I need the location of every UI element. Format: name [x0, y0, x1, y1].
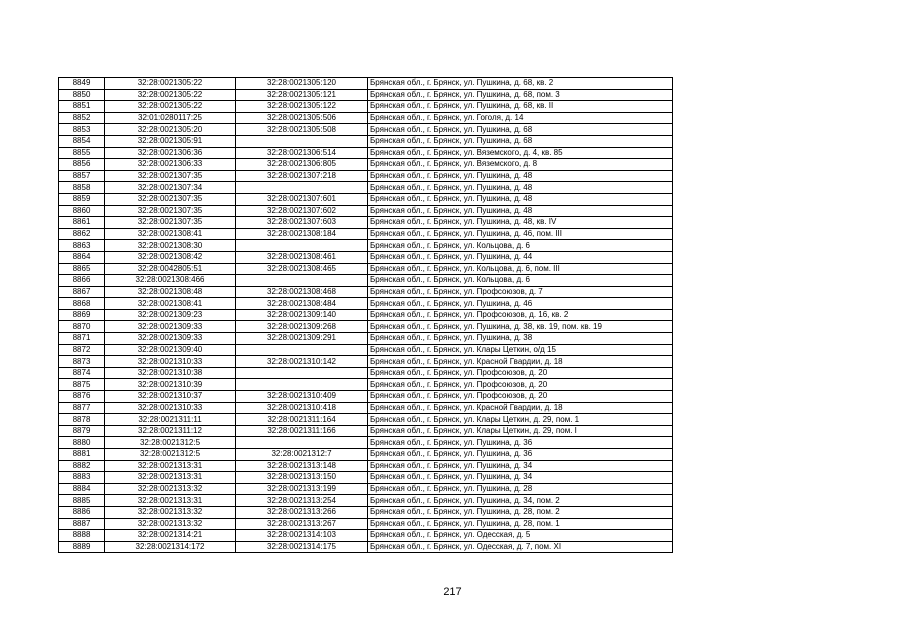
object-cadastral-number-cell: 32:28:0021305:506	[236, 112, 368, 124]
object-cadastral-number-cell: 32:28:0021305:120	[236, 78, 368, 90]
row-number-cell: 8877	[59, 402, 105, 414]
table-row	[59, 112, 673, 124]
parcel-cadastral-number-cell: 32:28:0021309:33	[105, 333, 236, 345]
address-cell: Брянская обл., г. Брянск, ул. Пушкина, д. 28	[368, 483, 673, 495]
table-row	[59, 228, 673, 240]
object-cadastral-number-cell: 32:28:0021307:218	[236, 170, 368, 182]
table-row	[59, 391, 673, 403]
parcel-cadastral-number-cell: 32:28:0021313:32	[105, 518, 236, 530]
row-number-cell: 8881	[59, 449, 105, 461]
parcel-cadastral-number-cell: 32:28:0021308:41	[105, 228, 236, 240]
table-row	[59, 159, 673, 171]
row-number-cell: 8875	[59, 379, 105, 391]
row-number-cell: 8871	[59, 333, 105, 345]
table-row	[59, 217, 673, 229]
row-number-cell: 8858	[59, 182, 105, 194]
row-number-cell: 8859	[59, 193, 105, 205]
row-number-cell: 8872	[59, 344, 105, 356]
object-cadastral-number-cell: 32:28:0021305:508	[236, 124, 368, 136]
object-cadastral-number-cell	[236, 379, 368, 391]
object-cadastral-number-cell	[236, 135, 368, 147]
table-row	[59, 356, 673, 368]
object-cadastral-number-cell	[236, 182, 368, 194]
object-cadastral-number-cell: 32:28:0021313:148	[236, 460, 368, 472]
table-row	[59, 263, 673, 275]
row-number-cell: 8866	[59, 275, 105, 287]
object-cadastral-number-cell: 32:28:0021312:7	[236, 449, 368, 461]
table-row	[59, 170, 673, 182]
parcel-cadastral-number-cell: 32:28:0021305:20	[105, 124, 236, 136]
row-number-cell: 8862	[59, 228, 105, 240]
parcel-cadastral-number-cell: 32:28:0021311:11	[105, 414, 236, 426]
parcel-cadastral-number-cell: 32:28:0021307:35	[105, 170, 236, 182]
object-cadastral-number-cell: 32:28:0021310:409	[236, 391, 368, 403]
registry-table-body	[59, 78, 673, 553]
row-number-cell: 8874	[59, 367, 105, 379]
parcel-cadastral-number-cell: 32:28:0042805:51	[105, 263, 236, 275]
address-cell: Брянская обл., г. Брянск, ул. Пушкина, д. 48, кв. IV	[368, 217, 673, 229]
object-cadastral-number-cell: 32:28:0021308:465	[236, 263, 368, 275]
address-cell: Брянская обл., г. Брянск, ул. Вяземского, д. 8	[368, 159, 673, 171]
table-row	[59, 89, 673, 101]
table-row	[59, 124, 673, 136]
address-cell: Брянская обл., г. Брянск, ул. Пушкина, д. 48	[368, 205, 673, 217]
parcel-cadastral-number-cell: 32:28:0021309:33	[105, 321, 236, 333]
parcel-cadastral-number-cell: 32:28:0021307:35	[105, 205, 236, 217]
row-number-cell: 8889	[59, 541, 105, 553]
address-cell: Брянская обл., г. Брянск, ул. Клары Цеткин, о/д 15	[368, 344, 673, 356]
parcel-cadastral-number-cell: 32:28:0021308:48	[105, 286, 236, 298]
address-cell: Брянская обл., г. Брянск, ул. Пушкина, д. 36	[368, 449, 673, 461]
parcel-cadastral-number-cell: 32:28:0021311:12	[105, 425, 236, 437]
parcel-cadastral-number-cell: 32:28:0021308:42	[105, 251, 236, 263]
address-cell: Брянская обл., г. Брянск, ул. Профсоюзов, д. 7	[368, 286, 673, 298]
row-number-cell: 8861	[59, 217, 105, 229]
parcel-cadastral-number-cell: 32:28:0021310:33	[105, 356, 236, 368]
table-row	[59, 344, 673, 356]
object-cadastral-number-cell: 32:28:0021309:291	[236, 333, 368, 345]
object-cadastral-number-cell: 32:28:0021310:418	[236, 402, 368, 414]
row-number-cell: 8854	[59, 135, 105, 147]
address-cell: Брянская обл., г. Брянск, ул. Клары Цеткин, д. 29, пом. 1	[368, 414, 673, 426]
address-cell: Брянская обл., г. Брянск, ул. Одесская, д. 5	[368, 530, 673, 542]
parcel-cadastral-number-cell: 32:28:0021310:38	[105, 367, 236, 379]
table-row	[59, 437, 673, 449]
object-cadastral-number-cell: 32:28:0021305:122	[236, 101, 368, 113]
address-cell: Брянская обл., г. Брянск, ул. Пушкина, д. 44	[368, 251, 673, 263]
row-number-cell: 8870	[59, 321, 105, 333]
object-cadastral-number-cell: 32:28:0021311:164	[236, 414, 368, 426]
object-cadastral-number-cell: 32:28:0021313:254	[236, 495, 368, 507]
table-row	[59, 78, 673, 90]
table-row	[59, 483, 673, 495]
row-number-cell: 8863	[59, 240, 105, 252]
table-row	[59, 101, 673, 113]
table-row	[59, 367, 673, 379]
row-number-cell: 8883	[59, 472, 105, 484]
parcel-cadastral-number-cell: 32:28:0021309:40	[105, 344, 236, 356]
object-cadastral-number-cell: 32:28:0021308:184	[236, 228, 368, 240]
table-row	[59, 506, 673, 518]
row-number-cell: 8885	[59, 495, 105, 507]
address-cell: Брянская обл., г. Брянск, ул. Профсоюзов, д. 20	[368, 379, 673, 391]
object-cadastral-number-cell: 32:28:0021306:514	[236, 147, 368, 159]
address-cell: Брянская обл., г. Брянск, ул. Пушкина, д. 34	[368, 460, 673, 472]
object-cadastral-number-cell: 32:28:0021308:468	[236, 286, 368, 298]
object-cadastral-number-cell: 32:28:0021313:267	[236, 518, 368, 530]
table-row	[59, 414, 673, 426]
row-number-cell: 8869	[59, 309, 105, 321]
parcel-cadastral-number-cell: 32:28:0021313:31	[105, 495, 236, 507]
address-cell: Брянская обл., г. Брянск, ул. Пушкина, д. 34, пом. 2	[368, 495, 673, 507]
registry-table	[58, 77, 673, 553]
parcel-cadastral-number-cell: 32:28:0021308:30	[105, 240, 236, 252]
parcel-cadastral-number-cell: 32:28:0021314:21	[105, 530, 236, 542]
address-cell: Брянская обл., г. Брянск, ул. Пушкина, д. 38	[368, 333, 673, 345]
row-number-cell: 8867	[59, 286, 105, 298]
parcel-cadastral-number-cell: 32:28:0021310:37	[105, 391, 236, 403]
object-cadastral-number-cell	[236, 437, 368, 449]
address-cell: Брянская обл., г. Брянск, ул. Пушкина, д. 68, пом. 3	[368, 89, 673, 101]
address-cell: Брянская обл., г. Брянск, ул. Профсоюзов, д. 20	[368, 367, 673, 379]
row-number-cell: 8873	[59, 356, 105, 368]
address-cell: Брянская обл., г. Брянск, ул. Пушкина, д. 68, кв. 2	[368, 78, 673, 90]
table-row	[59, 298, 673, 310]
row-number-cell: 8879	[59, 425, 105, 437]
row-number-cell: 8880	[59, 437, 105, 449]
table-row	[59, 541, 673, 553]
object-cadastral-number-cell: 32:28:0021311:166	[236, 425, 368, 437]
object-cadastral-number-cell: 32:28:0021314:175	[236, 541, 368, 553]
parcel-cadastral-number-cell: 32:28:0021305:22	[105, 78, 236, 90]
table-row	[59, 205, 673, 217]
row-number-cell: 8887	[59, 518, 105, 530]
table-row	[59, 402, 673, 414]
row-number-cell: 8864	[59, 251, 105, 263]
object-cadastral-number-cell: 32:28:0021307:603	[236, 217, 368, 229]
parcel-cadastral-number-cell: 32:28:0021306:33	[105, 159, 236, 171]
row-number-cell: 8855	[59, 147, 105, 159]
table-row	[59, 425, 673, 437]
parcel-cadastral-number-cell: 32:28:0021307:34	[105, 182, 236, 194]
address-cell: Брянская обл., г. Брянск, ул. Вяземского, д. 4, кв. 85	[368, 147, 673, 159]
object-cadastral-number-cell: 32:28:0021306:805	[236, 159, 368, 171]
table-row	[59, 251, 673, 263]
parcel-cadastral-number-cell: 32:28:0021309:23	[105, 309, 236, 321]
parcel-cadastral-number-cell: 32:28:0021307:35	[105, 217, 236, 229]
table-row	[59, 460, 673, 472]
row-number-cell: 8886	[59, 506, 105, 518]
parcel-cadastral-number-cell: 32:28:0021307:35	[105, 193, 236, 205]
object-cadastral-number-cell: 32:28:0021308:461	[236, 251, 368, 263]
table-row	[59, 518, 673, 530]
address-cell: Брянская обл., г. Брянск, ул. Кольцова, д. 6, пом. III	[368, 263, 673, 275]
row-number-cell: 8857	[59, 170, 105, 182]
address-cell: Брянская обл., г. Брянск, ул. Пушкина, д. 46	[368, 298, 673, 310]
row-number-cell: 8853	[59, 124, 105, 136]
parcel-cadastral-number-cell: 32:28:0021313:31	[105, 460, 236, 472]
object-cadastral-number-cell: 32:28:0021314:103	[236, 530, 368, 542]
address-cell: Брянская обл., г. Брянск, ул. Пушкина, д. 28, пом. 1	[368, 518, 673, 530]
object-cadastral-number-cell: 32:28:0021305:121	[236, 89, 368, 101]
page-number: 217	[443, 586, 462, 598]
address-cell: Брянская обл., г. Брянск, ул. Пушкина, д. 68	[368, 124, 673, 136]
table-row	[59, 449, 673, 461]
object-cadastral-number-cell: 32:28:0021307:601	[236, 193, 368, 205]
table-row	[59, 135, 673, 147]
row-number-cell: 8860	[59, 205, 105, 217]
parcel-cadastral-number-cell: 32:28:0021313:31	[105, 472, 236, 484]
address-cell: Брянская обл., г. Брянск, ул. Пушкина, д. 48	[368, 193, 673, 205]
row-number-cell: 8878	[59, 414, 105, 426]
row-number-cell: 8856	[59, 159, 105, 171]
parcel-cadastral-number-cell: 32:28:0021310:33	[105, 402, 236, 414]
object-cadastral-number-cell: 32:28:0021313:150	[236, 472, 368, 484]
row-number-cell: 8851	[59, 101, 105, 113]
address-cell: Брянская обл., г. Брянск, ул. Профсоюзов, д. 16, кв. 2	[368, 309, 673, 321]
object-cadastral-number-cell: 32:28:0021313:199	[236, 483, 368, 495]
parcel-cadastral-number-cell: 32:28:0021305:91	[105, 135, 236, 147]
row-number-cell: 8852	[59, 112, 105, 124]
object-cadastral-number-cell	[236, 240, 368, 252]
address-cell: Брянская обл., г. Брянск, ул. Пушкина, д. 36	[368, 437, 673, 449]
parcel-cadastral-number-cell: 32:28:0021314:172	[105, 541, 236, 553]
object-cadastral-number-cell: 32:28:0021309:268	[236, 321, 368, 333]
table-row	[59, 240, 673, 252]
row-number-cell: 8865	[59, 263, 105, 275]
row-number-cell: 8876	[59, 391, 105, 403]
table-row	[59, 321, 673, 333]
address-cell: Брянская обл., г. Брянск, ул. Пушкина, д. 68, кв. II	[368, 101, 673, 113]
table-row	[59, 182, 673, 194]
address-cell: Брянская обл., г. Брянск, ул. Красной Гвардии, д. 18	[368, 356, 673, 368]
address-cell: Брянская обл., г. Брянск, ул. Красной Гвардии, д. 18	[368, 402, 673, 414]
address-cell: Брянская обл., г. Брянск, ул. Пушкина, д. 46, пом. III	[368, 228, 673, 240]
table-row	[59, 275, 673, 287]
table-row	[59, 495, 673, 507]
row-number-cell: 8882	[59, 460, 105, 472]
table-row	[59, 286, 673, 298]
object-cadastral-number-cell: 32:28:0021310:142	[236, 356, 368, 368]
row-number-cell: 8850	[59, 89, 105, 101]
address-cell: Брянская обл., г. Брянск, ул. Пушкина, д. 38, кв. 19, пом. кв. 19	[368, 321, 673, 333]
object-cadastral-number-cell: 32:28:0021307:602	[236, 205, 368, 217]
address-cell: Брянская обл., г. Брянск, ул. Кольцова, д. 6	[368, 275, 673, 287]
parcel-cadastral-number-cell: 32:28:0021312:5	[105, 437, 236, 449]
parcel-cadastral-number-cell: 32:28:0021308:466	[105, 275, 236, 287]
address-cell: Брянская обл., г. Брянск, ул. Профсоюзов, д. 20	[368, 391, 673, 403]
table-row	[59, 309, 673, 321]
address-cell: Брянская обл., г. Брянск, ул. Пушкина, д. 68	[368, 135, 673, 147]
table-row	[59, 379, 673, 391]
parcel-cadastral-number-cell: 32:28:0021313:32	[105, 483, 236, 495]
address-cell: Брянская обл., г. Брянск, ул. Пушкина, д. 48	[368, 170, 673, 182]
table-row	[59, 530, 673, 542]
address-cell: Брянская обл., г. Брянск, ул. Одесская, д. 7, пом. XI	[368, 541, 673, 553]
parcel-cadastral-number-cell: 32:28:0021310:39	[105, 379, 236, 391]
parcel-cadastral-number-cell: 32:28:0021305:22	[105, 89, 236, 101]
address-cell: Брянская обл., г. Брянск, ул. Пушкина, д. 28, пом. 2	[368, 506, 673, 518]
row-number-cell: 8868	[59, 298, 105, 310]
object-cadastral-number-cell: 32:28:0021309:140	[236, 309, 368, 321]
parcel-cadastral-number-cell: 32:28:0021306:36	[105, 147, 236, 159]
address-cell: Брянская обл., г. Брянск, ул. Кольцова, д. 6	[368, 240, 673, 252]
parcel-cadastral-number-cell: 32:28:0021313:32	[105, 506, 236, 518]
row-number-cell: 8884	[59, 483, 105, 495]
address-cell: Брянская обл., г. Брянск, ул. Гоголя, д. 14	[368, 112, 673, 124]
table-row	[59, 333, 673, 345]
parcel-cadastral-number-cell: 32:28:0021312:5	[105, 449, 236, 461]
parcel-cadastral-number-cell: 32:28:0021305:22	[105, 101, 236, 113]
address-cell: Брянская обл., г. Брянск, ул. Пушкина, д. 48	[368, 182, 673, 194]
object-cadastral-number-cell: 32:28:0021308:484	[236, 298, 368, 310]
table-row	[59, 147, 673, 159]
table-row	[59, 193, 673, 205]
object-cadastral-number-cell	[236, 367, 368, 379]
address-cell: Брянская обл., г. Брянск, ул. Пушкина, д. 34	[368, 472, 673, 484]
object-cadastral-number-cell	[236, 275, 368, 287]
row-number-cell: 8888	[59, 530, 105, 542]
object-cadastral-number-cell	[236, 344, 368, 356]
parcel-cadastral-number-cell: 32:28:0021308:41	[105, 298, 236, 310]
table-row	[59, 472, 673, 484]
parcel-cadastral-number-cell: 32:01:0280117:25	[105, 112, 236, 124]
object-cadastral-number-cell: 32:28:0021313:266	[236, 506, 368, 518]
address-cell: Брянская обл., г. Брянск, ул. Клары Цеткин, д. 29, пом. I	[368, 425, 673, 437]
row-number-cell: 8849	[59, 78, 105, 90]
